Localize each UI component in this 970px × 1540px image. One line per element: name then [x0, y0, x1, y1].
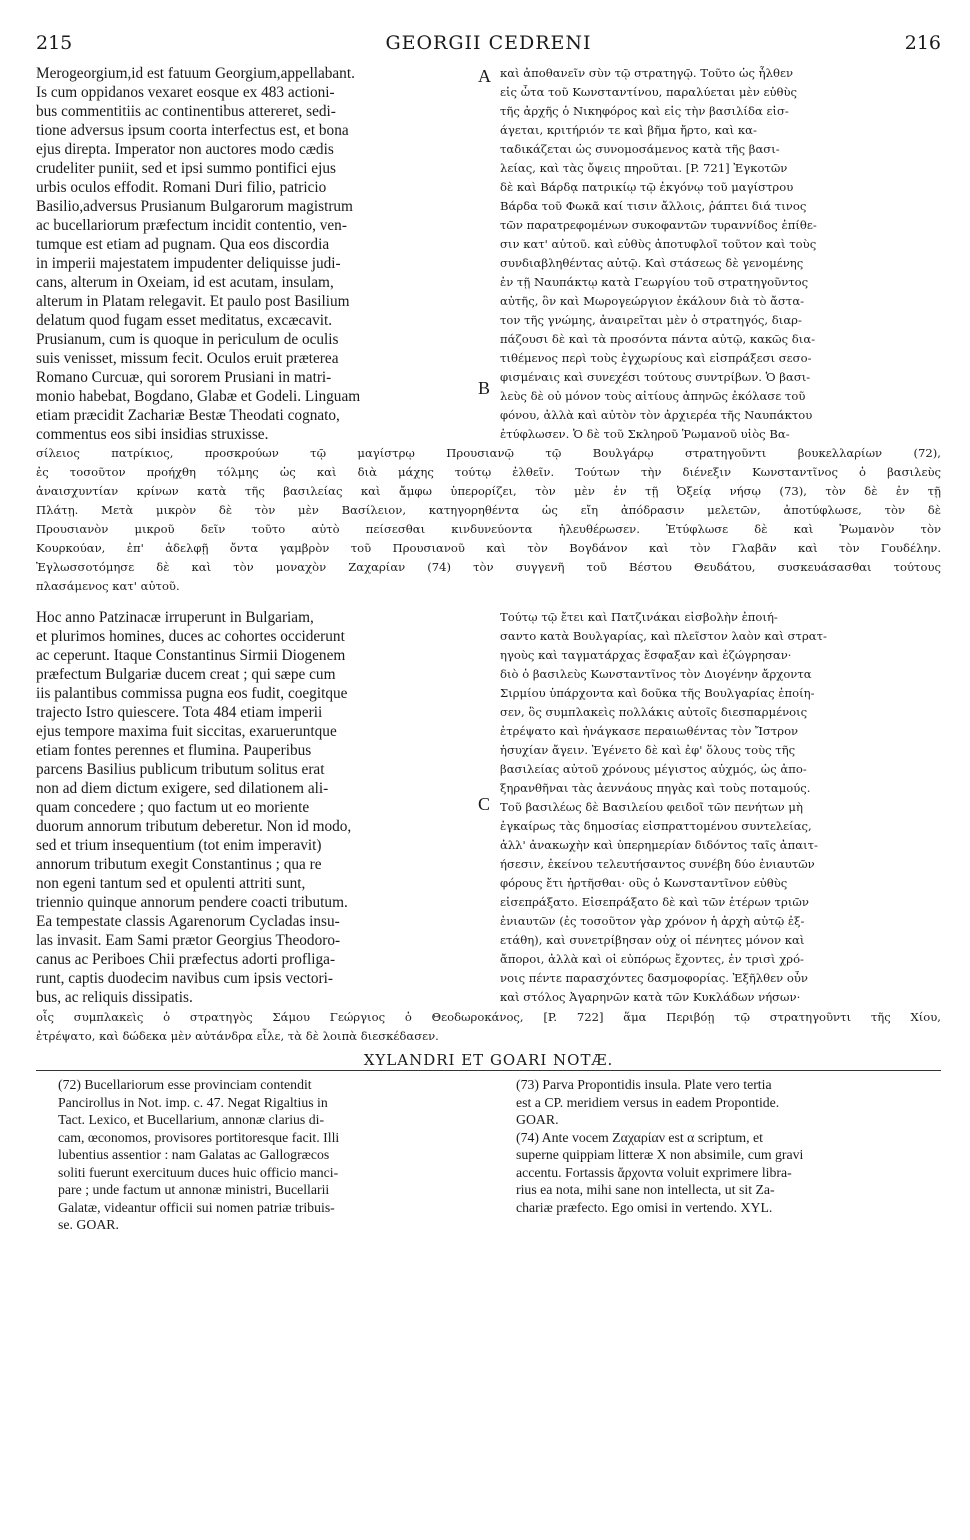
page-number-left: 215 [36, 32, 73, 54]
latin-text-line: quam concedere ; quo factum ut eo moriente [36, 799, 310, 816]
greek-text-line: αὐτῆς, ὃν καὶ Μωρογεώργιον ἐκάλουν διὰ τὸ ἄστα- [500, 294, 805, 308]
greek-text-line: ἡσυχίαν ἄγειν. Ἐγένετο δὲ καὶ ἐφ' ὅλους τοὺς τῆς [500, 743, 796, 757]
greek-text-line: δὲ καὶ Βάρδᾳ πατρικίῳ τῷ ἐκγόνῳ τοῦ μαγίστρου [500, 180, 794, 194]
greek-text-line: ἐν τῇ Ναυπάκτῳ κατὰ Γεωργίου τοῦ στρατηγοῦντος [500, 275, 809, 289]
note-line: Galatæ, videantur officii sui nomen patriæ tribuis- [58, 1199, 335, 1215]
margin-marker-a: A [478, 66, 491, 86]
latin-text-line: Hoc anno Patzinacæ irruperunt in Bulgariam, [36, 609, 314, 626]
greek-text-line: ξηρανθῆναι τὰς ἀεννάους πηγὰς καὶ τοὺς ποταμούς. [500, 781, 811, 795]
latin-text-line: non egeni tantum sed et opulenti attriti sunt, [36, 875, 306, 892]
latin-text-line: bus commentitiis ac continentibus attereret, sedi- [36, 103, 336, 120]
latin-text-line: suis venisset, missum fecit. Oculos eruit præterea [36, 350, 339, 367]
greek-text-line: ἐνιαυτῶν (ἐς τοσοῦτον γὰρ χρόνον ἡ ἀρχὴ αὐτῷ ἐξ- [500, 914, 805, 928]
latin-text-line: et plurimos homines, duces ac cohortes occiderunt [36, 628, 345, 645]
greek-text-line: ἐτύφλωσεν. Ὁ δὲ τοῦ Σκληροῦ Ῥωμανοῦ υἱὸς Βα- [500, 427, 790, 441]
latin-text-line: non ad diem dictum exigere, sed dilationem ali- [36, 780, 329, 797]
greek-text-line: λείας, καὶ τὰς ὄψεις πηροῦται. [P. 721] Ἐγκοτῶν [500, 161, 788, 175]
latin-text-line: etiam fontes perennes et flumina. Pauperibus [36, 742, 312, 759]
note-line: (73) Parva Propontidis insula. Plate vero tertia [516, 1077, 772, 1092]
greek-text-line: νοις πέντε παρασχόντες δασμοφορίας. Ἐξῆλθεν οὖν [500, 971, 808, 985]
greek-text-line: ηγοὺς καὶ ταγματάρχας ἔσφαξαν καὶ ἐζώγρησαν· [500, 648, 792, 662]
notes-rule [36, 1070, 941, 1071]
greek-text-line: λεὺς δὲ οὐ μόνον τοὺς αἰτίους ἀπηνῶς ἐκόλασε τοῦ [500, 389, 806, 403]
note-line: Pancirollus in Not. imp. c. 47. Negat Rigaltius in [58, 1094, 328, 1110]
latin-text-line: Basilio,adversus Prusianum Bulgarorum magistrum [36, 198, 353, 215]
margin-marker-c: C [478, 794, 491, 814]
greek-text-line: Ἐγλωσσοτόμησε δὲ καὶ τὸν μοναχὸν Ζαχαρίαν (74) τὸν συγγενῆ τοῦ Βέστου Θευδάτου, συσκευάσασθαι τούτους [36, 560, 941, 574]
note-line: est a CP. meridiem versus in eadem Propontide. [516, 1094, 780, 1110]
greek-text-line: οἷς συμπλακεὶς ὁ στρατηγὸς Σάμου Γεώργιος ὁ Θεοδωροκάνος, [P. 722] ἅμα Περιβόῃ τῷ στρατηγοῦντι τῆς Χίου, [36, 1010, 941, 1024]
latin-text-line: Is cum oppidanos vexaret eosque ex 483 actioni- [36, 84, 335, 101]
latin-text-line: duorum annorum tributum deberetur. Non id modo, [36, 818, 352, 835]
latin-text-line: præfectum Bulgariæ ducem creat ; qui sæpe cum [36, 666, 336, 683]
greek-text-line: ἀλλ' ἀνακωχὴν καὶ ὑπερημερίαν διδόντος ταῖς ἀπαιτ- [500, 838, 818, 852]
greek-text-line: καὶ στόλος Ἀγαρηνῶν κατὰ τῶν Κυκλάδων νήσων· [500, 990, 801, 1004]
greek-text-line: σεν, ὃς συμπλακεὶς πολλάκις αὐτοῖς διεσπαρμένοις [500, 705, 808, 719]
greek-text-line: άγεται, κριτήριόν τε καὶ βῆμα ἤρτο, καὶ κα- [500, 123, 757, 137]
greek-text-line: εἰσεπράξατο. Εἰσεπράξατο δὲ καὶ τῶν ἑτέρων τριῶν [500, 895, 809, 909]
greek-text-line: σιν κατ' αὐτοῦ. καὶ εὐθὺς ἀποτυφλοῖ τοῦτον καὶ τοὺς [500, 237, 817, 251]
greek-text-line: ἐγκαίρως τὰς δημοσίας εἰσπραττομένου συντελείας, [500, 819, 812, 833]
greek-text-line: ἐτρέψατο καὶ ἠνάγκασε περαιωθέντας τὸν Ἴστρον [500, 724, 799, 738]
latin-text-line: ejus direpta. Imperator non auctores modo cædis [36, 141, 334, 158]
greek-text-line: βασιλείας αὐτοῦ χρόνους μέγιστος αὐχμός, ὡς ἀπο- [500, 762, 807, 776]
running-title: GEORGII CEDRENI [385, 32, 592, 54]
latin-text-line: iis palantibus commissa pugna eos fudit, coegitque [36, 685, 348, 702]
latin-text-line: triennio quinque annorum pendere coacti tributum. [36, 894, 348, 911]
note-line: accentu. Fortassis ἄρχοντα voluit exprimere libra- [516, 1164, 792, 1180]
latin-text-line: bus, ac reliquis dissipatis. [36, 989, 193, 1006]
greek-text-line: πάζουσι δὲ καὶ τὰ προσόντα πάντα αὐτῷ, κακῶς δια- [500, 332, 816, 346]
greek-text-line: ήσεσιν, ἐκείνου τελευτήσαντος συνέβη δύο ἐνιαυτῶν [500, 857, 815, 871]
latin-column-middle [36, 608, 476, 1007]
note-line: superne quippiam litteræ X non absimile, cum gravi [516, 1147, 804, 1162]
page-number-right: 216 [904, 32, 941, 54]
latin-text-line: Romano Curcuæ, qui sororem Prusiani in matri- [36, 369, 332, 386]
note-line: chariæ præfecto. Ego omisi in vertendo. XYL. [516, 1199, 773, 1215]
latin-column-top [36, 64, 476, 444]
greek-text-line: τιθέμενος περὶ τοὺς ἐγχωρίους καὶ εἰσπράξεσι σεσο- [500, 351, 812, 365]
greek-full-width-block-1 [36, 444, 941, 596]
greek-column-top [500, 64, 940, 444]
greek-text-line: ἐς τοσοῦτον προήχθη τόλμης ὡς καὶ διὰ μάχης τούτῳ ἐλθεῖν. Τούτων τὴν διένεξιν Κωνσταντῖνος ὁ βασιλεὺς [36, 465, 941, 479]
latin-text-line: parcens Basilius publicum tributum solitus erat [36, 761, 325, 778]
greek-text-line: φόρους ἔτι ἠρτῆσθαι· οὓς ὁ Κωνσταντῖνον εὐθὺς [500, 876, 788, 890]
running-header [36, 30, 941, 60]
greek-text-line: Πλάτῃ. Μετὰ μικρὸν δὲ τὸν μὲν Βασίλειον, κατηγορηθέντα ὡς εἴη ἀπόδρασιν μελετῶν, ἀποτύφλωσε, τὸν δὲ [36, 503, 941, 517]
note-line: se. GOAR. [58, 1217, 119, 1232]
greek-text-line: τῆς ἀρχῆς ὁ Νικηφόρος καὶ εἰς τὴν βασιλίδα εἰσ- [500, 104, 789, 118]
latin-text-line: monio habebat, Bogdano, Glabæ et Godeli. Linguam [36, 388, 361, 405]
latin-text-line: las invasit. Eam Sami prætor Georgius Theodoro- [36, 932, 341, 949]
greek-text-line: ἀναισχυντίαν κρίνων κατὰ τῆς βασιλείας καὶ ἄμφω ὑπερορίζει, τὸν μὲν ἐν τῇ Ὀξείᾳ νήσῳ (73), τὸν δὲ ἐν τῇ [36, 484, 941, 498]
greek-text-line: καὶ ἀποθανεῖν σὺν τῷ στρατηγῷ. Τοῦτο ὡς ἦλθεν [500, 66, 794, 80]
latin-text-line: trajecto Istro quiescere. Tota 484 etiam imperii [36, 704, 323, 721]
greek-column-middle [500, 608, 940, 1007]
greek-text-line: πλασάμενος κατ' αὐτοῦ. [36, 579, 180, 593]
latin-text-line: urbis oculos effodit. Romani Duri filio, patricio [36, 179, 327, 196]
greek-text-line: ετάθη), καὶ συνετρίβησαν οὐχ οἱ πένητες μόνον καὶ [500, 933, 805, 947]
latin-text-line: Prusianum, cum is quoque in periculum de oculis [36, 331, 339, 348]
note-line: rius ea nota, mihi sane non intellecta, ut sit Za- [516, 1182, 775, 1197]
latin-text-line: tumque est etiam ad pugnam. Qua eos discordia [36, 236, 330, 253]
latin-text-line: crudeliter puniit, sed et ipsi summo pontifici ejus [36, 160, 336, 177]
latin-text-line: Ea tempestate classis Agarenorum Cycladas insu- [36, 913, 340, 930]
greek-text-line: ταδικάζεται ὡς συνομοσάμενος κατὰ τῆς βασι- [500, 142, 780, 156]
latin-text-line: sed et trium insequentium (tot enim imperavit) [36, 837, 322, 854]
latin-text-line: etiam præcidit Zachariæ Bestæ Theodati cognato, [36, 407, 340, 424]
latin-text-line: canus ac Periboes Chii præfectus adorti profliga- [36, 951, 336, 968]
greek-text-line: Σιρμίου ὑπάρχοντα καὶ δοῦκα τῆς Βουλγαρίας ἐποίη- [500, 686, 815, 700]
notes-title: XYLANDRI ET GOARI NOTÆ. [363, 1051, 614, 1069]
note-line: GOAR. [516, 1112, 559, 1127]
greek-text-line: σίλειος πατρίκιος, προσκρούων τῷ μαγίστρῳ Προυσιανῷ τῷ Βουλγάρῳ στρατηγοῦντι βουκελλαρίων (72), [36, 446, 941, 460]
latin-text-line: Merogeorgium,id est fatuum Georgium,appellabant. [36, 65, 355, 82]
greek-text-line: φισμέναις καὶ συνεχέσι τούτους συντρίβων. Ὁ βασι- [500, 370, 811, 384]
greek-text-line: ἄποροι, ἀλλὰ καὶ οἱ εὐπόρως ἔχοντες, ἐν τρισὶ χρό- [500, 952, 804, 966]
latin-text-line: ac ceperunt. Itaque Constantinus Sirmii Diogenem [36, 647, 346, 664]
greek-text-line: τον τῆς γνώμης, ἀναιρεῖται μὲν ὁ στρατηγός, διαρ- [500, 313, 802, 327]
greek-text-line: διὸ ὁ βασιλεὺς Κωνσταντῖνος τὸν Διογένην ἄρχοντα [500, 667, 812, 681]
notes-left-column [58, 1076, 478, 1234]
greek-text-line: Βάρδα τοῦ Φωκᾶ καί τισιν ἄλλοις, ῥάπτει διά τινος [500, 199, 807, 213]
latin-text-line: ejus tempore maxima fuit siccitas, exarueruntque [36, 723, 337, 740]
note-line: pare ; unde factum ut annonæ ministri, Bucellarii [58, 1182, 330, 1197]
greek-text-line: Τοῦ βασιλέως δὲ Βασιλείου φειδοῖ τῶν πενήτων μὴ [500, 800, 803, 814]
latin-text-line: alterum in Platam relegavit. Et paulo post Basilium [36, 293, 350, 310]
latin-text-line: tione adversus ipsum coorta interfectus est, et bona [36, 122, 349, 139]
note-line: lubentius assentior : nam Galatas ac Gallogræcos [58, 1147, 330, 1162]
greek-text-line: σαντο κατὰ Βουλγαρίας, καὶ πλεῖστον λαὸν καὶ στρατ- [500, 629, 827, 643]
latin-text-line: delatum quod fugam esset meditatus, excæcavit. [36, 312, 333, 329]
note-line: cam, œconomos, provisores portitoresque facit. Illi [58, 1129, 340, 1145]
latin-text-line: commentus eos sibi insidias struxisse. [36, 426, 269, 443]
greek-text-line: Προυσιανὸν μικροῦ δεῖν τοῦτο αὐτὸ πείσεσθαι κινδυνεύοντα ἠλευθέρωσεν. Ἐτύφλωσε δὲ καὶ Ῥωμανὸν τὸν [36, 522, 941, 536]
latin-text-line: cans, alterum in Oxeiam, id est acutam, insulam, [36, 274, 334, 291]
greek-text-line: εἰς ὦτα τοῦ Κωνσταντίνου, παραλύεται μὲν εὐθὺς [500, 85, 798, 99]
greek-text-line: Τούτῳ τῷ ἔτει καὶ Πατζινάκαι εἰσβολὴν ἐποιή- [500, 610, 778, 624]
greek-text-line: συνδιαβληθέντας αὐτῷ. Καὶ στάσεως δὲ γενομένης [500, 256, 804, 270]
greek-text-line: Κουρκούαν, ἐπ' ἀδελφῇ ὄντα γαμβρὸν τοῦ Προυσιανοῦ καὶ τὸν Βογδάνον καὶ τὸν Γλαβᾶν καὶ τὸν Γουδέλην. [36, 541, 941, 555]
note-line: (72) Bucellariorum esse provinciam contendit [58, 1077, 312, 1092]
latin-text-line: ac bucellariorum præfectum incidit contentio, ven- [36, 217, 347, 234]
notes-right-column [516, 1076, 940, 1216]
greek-text-line: φόνου, ἀλλὰ καὶ αὐτὸν τὸν ἀρχιερέα τῆς Ναυπάκτου [500, 408, 813, 422]
note-line: (74) Ante vocem Ζαχαρίαν est α scriptum, et [516, 1129, 763, 1145]
note-line: soliti fuerunt exercituum duces huic officio manci- [58, 1164, 339, 1180]
latin-text-line: annorum tributum exegit Constantinus ; qua re [36, 856, 322, 873]
greek-text-line: ἐτρέψατο, καὶ δώδεκα μὲν αὐτάνδρα εἷλε, τὰ δὲ λοιπὰ διεσκέδασεν. [36, 1029, 439, 1043]
greek-text-line: τῶν παρατρεφομένων συκοφαντῶν τυραννίδος ἐπίθε- [500, 218, 817, 232]
margin-marker-b: B [478, 378, 491, 398]
latin-text-line: in imperii majestatem impudenter deliquisse judi- [36, 255, 341, 272]
page [36, 30, 941, 1520]
latin-text-line: runt, captis duodecim navibus cum ipsis vectori- [36, 970, 333, 987]
note-line: Tact. Lexico, et Bucellarium, annonæ clarius di- [58, 1112, 325, 1127]
greek-full-width-block-2 [36, 1008, 941, 1046]
